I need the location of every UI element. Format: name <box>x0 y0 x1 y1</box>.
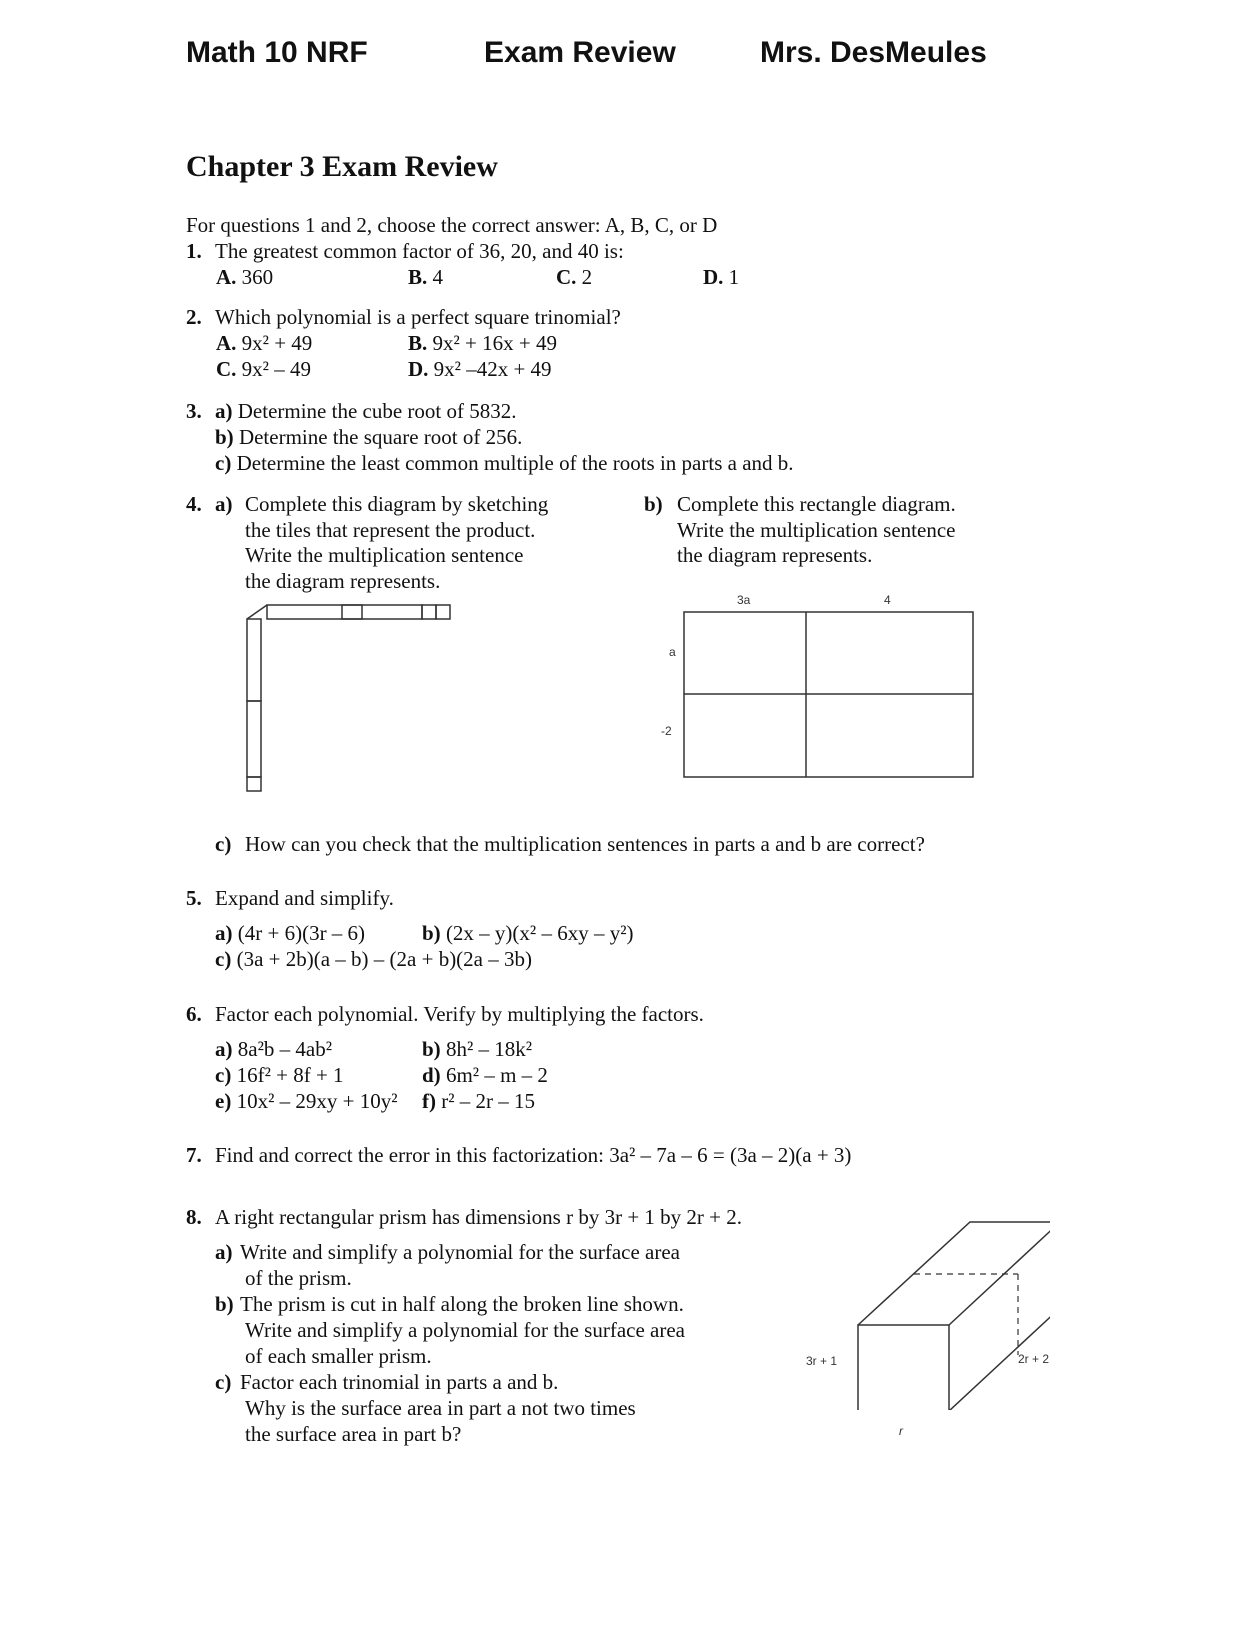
q4-number: 4. <box>186 492 202 516</box>
q7-text: Find and correct the error in this factorization: 3a² – 7a – 6 = (3a – 2)(a + 3) <box>215 1143 852 1167</box>
q3-part-c: c) Determine the least common multiple of the roots in parts a and b. <box>215 451 794 475</box>
prism-diagram <box>850 1210 1050 1410</box>
q6-number: 6. <box>186 1002 202 1026</box>
q3-part-a: a) Determine the cube root of 5832. <box>215 399 517 423</box>
prism-label-depth: 2r + 2 <box>1018 1352 1050 1366</box>
q8-b-line-2: Write and simplify a polynomial for the surface area <box>245 1318 685 1342</box>
q8-number: 8. <box>186 1205 202 1229</box>
q8-c-line-3: the surface area in part b? <box>245 1422 462 1446</box>
q8-b-label: b) <box>215 1292 234 1316</box>
q1-option-b: B. 4 <box>408 265 444 289</box>
q8-b-line-3: of each smaller prism. <box>245 1344 432 1368</box>
q7-number: 7. <box>186 1143 202 1167</box>
q6-part-f: f) r² – 2r – 15 <box>422 1089 536 1113</box>
algebra-tiles-diagram <box>245 603 455 793</box>
q5-number: 5. <box>186 886 202 910</box>
q1-text: The greatest common factor of 36, 20, and 40 is: <box>215 239 624 263</box>
q1-option-d: D. 1 <box>703 265 740 289</box>
q8-text: A right rectangular prism has dimensions r by 3r + 1 by 2r + 2. <box>215 1205 743 1229</box>
q2-option-d: D. 9x² –42x + 49 <box>408 357 552 381</box>
q8-a-label: a) <box>215 1240 233 1264</box>
prism-label-width: r <box>899 1424 903 1438</box>
q5-part-b: b) (2x – y)(x² – 6xy – y²) <box>422 921 634 945</box>
q4-c-text: How can you check that the multiplication sentences in parts a and b are correct? <box>245 832 925 856</box>
teacher-name: Mrs. DesMeules <box>760 36 987 69</box>
q6-text: Factor each polynomial. Verify by multiplying the factors. <box>215 1002 704 1026</box>
q2-option-a: A. 9x² + 49 <box>216 331 313 355</box>
q4-c-label: c) <box>215 832 232 856</box>
q8-b-line-1: The prism is cut in half along the broken line shown. <box>240 1292 684 1316</box>
q4-b-line-3: the diagram represents. <box>677 543 873 567</box>
q5-part-c: c) (3a + 2b)(a – b) – (2a + b)(2a – 3b) <box>215 947 532 971</box>
q6-part-c: c) 16f² + 8f + 1 <box>215 1063 344 1087</box>
q1-number: 1. <box>186 239 202 263</box>
q2-option-b: B. 9x² + 16x + 49 <box>408 331 557 355</box>
q5-part-a: a) (4r + 6)(3r – 6) <box>215 921 366 945</box>
rect-label-3a: 3a <box>737 593 751 607</box>
course-name: Math 10 NRF <box>186 36 368 69</box>
q8-a-line-1: Write and simplify a polynomial for the surface area <box>240 1240 680 1264</box>
q8-a-line-2: of the prism. <box>245 1266 352 1290</box>
q2-number: 2. <box>186 305 202 329</box>
q4-a-label: a) <box>215 492 233 516</box>
q4-a-line-1: Complete this diagram by sketching <box>245 492 549 516</box>
rect-label-4: 4 <box>884 593 891 607</box>
rectangle-diagram <box>682 610 977 780</box>
q4-b-line-2: Write the multiplication sentence <box>677 518 956 542</box>
q4-a-line-4: the diagram represents. <box>245 569 441 593</box>
q3-number: 3. <box>186 399 202 423</box>
q6-part-a: a) 8a²b – 4ab² <box>215 1037 332 1061</box>
q4-a-line-3: Write the multiplication sentence <box>245 543 524 567</box>
q4-b-line-1: Complete this rectangle diagram. <box>677 492 956 516</box>
q4-a-line-2: the tiles that represent the product. <box>245 518 536 542</box>
q1-option-a: A. 360 <box>216 265 274 289</box>
q6-part-b: b) 8h² – 18k² <box>422 1037 533 1061</box>
q8-c-line-2: Why is the surface area in part a not two times <box>245 1396 636 1420</box>
q3-part-b: b) Determine the square root of 256. <box>215 425 523 449</box>
rect-label-minus-2: -2 <box>661 724 672 738</box>
rect-label-a: a <box>669 645 676 659</box>
document-title: Exam Review <box>484 36 676 69</box>
q8-c-line-1: Factor each trinomial in parts a and b. <box>240 1370 559 1394</box>
q6-part-e: e) 10x² – 29xy + 10y² <box>215 1089 398 1113</box>
q8-c-label: c) <box>215 1370 232 1394</box>
q2-option-c: C. 9x² – 49 <box>216 357 311 381</box>
q1-option-c: C. 2 <box>556 265 593 289</box>
q6-part-d: d) 6m² – m – 2 <box>422 1063 548 1087</box>
prism-label-height: 3r + 1 <box>806 1354 838 1368</box>
instructions: For questions 1 and 2, choose the correct answer: A, B, C, or D <box>186 213 718 237</box>
q4-b-label: b) <box>644 492 663 516</box>
chapter-title: Chapter 3 Exam Review <box>186 150 498 183</box>
q5-text: Expand and simplify. <box>215 886 394 910</box>
q2-text: Which polynomial is a perfect square trinomial? <box>215 305 621 329</box>
